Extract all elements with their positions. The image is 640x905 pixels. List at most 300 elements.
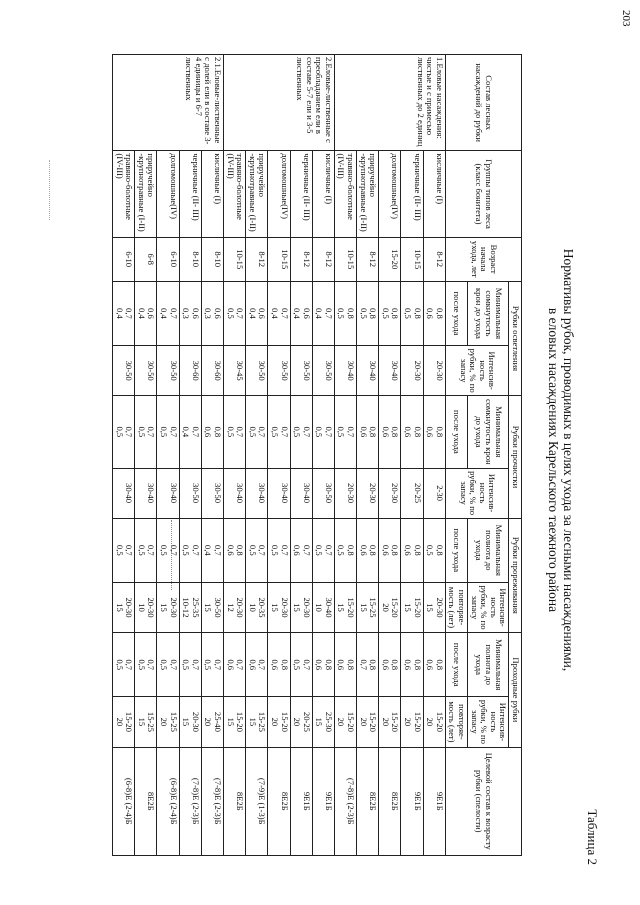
passage-density-cell-value: 0,8	[346, 659, 357, 671]
forest-type-cell: долгомошные(IV)	[379, 151, 401, 237]
cleaning-intensity-cell: 30-40	[157, 468, 179, 518]
clearing-intensity-cell: 30-40	[334, 346, 356, 396]
cleaning-closure-cell	[223, 396, 245, 468]
table-row	[135, 55, 157, 856]
cleaning-closure-cell-value: 0,5	[114, 426, 125, 438]
thinning-intensity-cell-value: 20-30	[168, 597, 179, 618]
thinning-intensity-cell-value: 15	[403, 603, 414, 612]
passage-density-cell	[312, 633, 334, 697]
passage-density-cell-value: 0,8	[368, 659, 379, 671]
clearing-intensity-cell: 30-40	[379, 346, 401, 396]
passage-intensity-cell-value: 15	[247, 717, 258, 727]
cleaning-intensity-cell: 30-40	[113, 468, 135, 518]
target-composition-cell: 8Е2Б	[223, 747, 245, 855]
thinning-intensity-cell	[268, 582, 290, 632]
clearing-closure-cell	[401, 281, 423, 345]
thinning-intensity-cell-value: 15-20	[346, 597, 357, 618]
cleaning-closure-cell-value: 0,5	[292, 426, 303, 438]
clearing-closure-cell	[312, 281, 334, 345]
passage-intensity-cell-value: 20	[114, 717, 125, 727]
passage-density-cell-value: 0,8	[279, 659, 290, 671]
cleaning-closure-cell-value: 0,7	[190, 426, 201, 438]
forest-type-cell: долгомошные(IV)	[157, 151, 179, 237]
cleaning-closure-cell	[157, 396, 179, 468]
passage-density-cell-value: 0,7	[257, 659, 268, 671]
passage-density-cell-value: 0,5	[159, 659, 169, 671]
cleaning-intensity-cell: 30-40	[135, 468, 157, 518]
thinning-intensity-cell-value: 20-30	[235, 597, 246, 618]
passage-density-cell	[135, 633, 157, 697]
passage-intensity-cell-value: 15-25	[146, 711, 157, 732]
header-cs-after: после ухода	[445, 396, 467, 468]
clearing-intensity-cell: 30-50	[157, 346, 179, 396]
cleaning-intensity-cell: 30-50	[201, 468, 223, 518]
thinning-density-cell	[157, 518, 179, 582]
thinning-intensity-cell	[334, 582, 356, 632]
age-cell: 8-12	[312, 237, 334, 281]
clearing-closure-cell-value: 0,4	[114, 308, 125, 319]
clearing-closure-cell-value: 0,5	[380, 308, 391, 319]
passage-intensity-cell	[157, 697, 179, 747]
forest-type-cell: кисличные (I)	[312, 151, 334, 237]
clearing-intensity-cell: 30-60	[179, 346, 201, 396]
clearing-closure-cell-value: 0,8	[434, 308, 445, 319]
thinning-intensity-cell-value: 12	[225, 603, 236, 612]
header-cl-closure: Минимальная сомкнутость крон до ухода	[468, 281, 509, 345]
thinning-intensity-cell-value: 30-50	[212, 597, 223, 618]
header-passage: Проходные рубки	[509, 633, 522, 747]
cleaning-closure-cell-value: 0,7	[124, 426, 135, 438]
thinning-density-cell-value: 0,7	[190, 544, 201, 556]
header-composition: Состав лесных насаждений до рубки	[445, 55, 521, 151]
table-row	[334, 55, 356, 856]
thinning-density-cell-value: 0,8	[235, 544, 246, 556]
scan-mark	[49, 160, 50, 220]
group-composition: 2.1.Еловые-лиственные с долей ели в составе 3-4 единицы и 6-7 лиственных	[113, 55, 224, 151]
forest-type-cell: приручейно -крупнотравные (I-II)	[135, 151, 157, 237]
table-row	[268, 55, 290, 856]
table-body	[113, 55, 446, 856]
cleaning-closure-cell-value: 0,5	[225, 426, 236, 438]
target-composition-cell: 8Е2Б	[379, 747, 401, 855]
passage-intensity-cell-value: 20	[336, 717, 347, 727]
thinning-density-cell-value: 0,7	[323, 544, 334, 556]
cleaning-closure-cell-value: 0,8	[212, 426, 223, 438]
header-pa-repeat: повторяе-мость (лет)	[445, 697, 467, 747]
passage-intensity-cell	[268, 697, 290, 747]
thinning-intensity-cell-value: 20-30	[301, 597, 312, 618]
cleaning-closure-cell	[357, 396, 379, 468]
cleaning-closure-cell-value: 0,6	[358, 426, 369, 438]
header-cs-intensity: Интенсив-ность рубки, % по запасу	[445, 468, 509, 518]
target-composition-cell: 9Е1Б	[423, 747, 445, 855]
cleaning-intensity-cell: 30-40	[290, 468, 312, 518]
passage-density-cell	[401, 633, 423, 697]
cleaning-closure-cell	[401, 396, 423, 468]
clearing-closure-cell	[268, 281, 290, 345]
table-row	[157, 55, 179, 856]
thinning-density-cell-value: 0,8	[346, 544, 357, 556]
header-cl-intensity: Интенсив-ность рубки, % по запасу	[445, 346, 509, 396]
passage-intensity-cell-value: 15-20	[124, 711, 135, 732]
passage-intensity-cell-value: 15	[225, 717, 236, 727]
clearing-closure-cell	[246, 281, 268, 345]
table-number: Таблица 2	[585, 809, 600, 865]
thinning-density-cell-value: 0,7	[212, 544, 223, 556]
clearing-closure-cell	[379, 281, 401, 345]
passage-intensity-cell-value: 20	[425, 717, 436, 727]
cleaning-closure-cell-value: 0,4	[181, 426, 192, 438]
thinning-density-cell-value: 0,7	[124, 544, 135, 556]
passage-density-cell-value: 0,8	[323, 659, 334, 671]
cleaning-closure-cell-value: 0,5	[314, 426, 325, 438]
thinning-density-cell-value: 0,6	[380, 544, 391, 556]
passage-density-cell-value: 0,7	[124, 659, 135, 671]
clearing-intensity-cell: 30-40	[357, 346, 379, 396]
clearing-closure-cell	[157, 281, 179, 345]
thinning-intensity-cell-value: 15	[425, 603, 436, 612]
passage-density-cell	[223, 633, 245, 697]
clearing-closure-cell	[290, 281, 312, 345]
passage-density-cell-value: 0,5	[114, 659, 125, 671]
header-thinning: Рубки прореживания	[509, 518, 522, 632]
table-row	[312, 55, 334, 856]
thinning-intensity-cell	[201, 582, 223, 632]
thinning-intensity-cell-value: 15	[269, 603, 280, 612]
cleaning-closure-cell-value: 0,8	[434, 426, 445, 438]
passage-density-cell	[268, 633, 290, 697]
thinning-intensity-cell	[379, 582, 401, 632]
thinning-density-cell	[290, 518, 312, 582]
clearing-closure-cell-value: 0,8	[368, 308, 379, 319]
thinning-density-cell-value: 0,8	[434, 544, 445, 556]
table-title	[546, 150, 576, 770]
passage-density-cell-value: 0,6	[314, 659, 325, 671]
age-cell: 6-8	[135, 237, 157, 281]
thinning-density-cell	[312, 518, 334, 582]
clearing-closure-cell-value: 0,4	[269, 308, 280, 319]
clearing-closure-cell-value: 0,7	[323, 308, 334, 319]
forest-type-cell: травяно-болотные (IV-III)	[113, 151, 135, 237]
passage-density-cell-value: 0,7	[235, 659, 246, 671]
passage-intensity-cell-value: 15	[136, 717, 147, 727]
clearing-intensity-cell: 30-60	[201, 346, 223, 396]
cleaning-intensity-cell: 30-50	[312, 468, 334, 518]
cleaning-closure-cell	[201, 396, 223, 468]
cleaning-closure-cell	[268, 396, 290, 468]
target-composition-cell: 8Е2Б	[268, 747, 290, 855]
clearing-closure-cell-value: 0,7	[168, 308, 179, 319]
passage-intensity-cell-value: 20-30	[190, 711, 201, 732]
cleaning-closure-cell-value: 0,5	[159, 426, 169, 438]
thinning-intensity-cell	[401, 582, 423, 632]
passage-intensity-cell	[423, 697, 445, 747]
thinning-intensity-cell-value: 20-35	[257, 597, 268, 618]
clearing-closure-cell-value: 0,8	[346, 308, 357, 319]
table-row	[179, 55, 201, 856]
thinning-intensity-cell	[312, 582, 334, 632]
thinning-density-cell-value: 0,7	[257, 544, 268, 556]
thinning-density-cell-value: 0,5	[114, 544, 125, 556]
passage-intensity-cell-value: 20	[292, 717, 303, 727]
cleaning-intensity-cell: 30-40	[268, 468, 290, 518]
table-row	[357, 55, 379, 856]
target-composition-cell: (7-8)Е (2-3)Б	[201, 747, 223, 855]
thinning-density-cell	[135, 518, 157, 582]
passage-intensity-cell	[201, 697, 223, 747]
passage-density-cell-value: 0,7	[212, 659, 223, 671]
cleaning-closure-cell	[423, 396, 445, 468]
thinning-intensity-cell-value: 10	[314, 603, 325, 612]
thinning-density-cell-value: 0,5	[181, 544, 192, 556]
header-th-after: после ухода	[445, 518, 467, 582]
table-row	[223, 55, 245, 856]
clearing-closure-cell-value: 0,3	[203, 308, 214, 319]
thinning-intensity-cell-value: 20-30	[146, 597, 157, 618]
thinning-intensity-cell-value: 15	[292, 603, 303, 612]
thinning-intensity-cell	[423, 582, 445, 632]
age-cell: 10-15	[268, 237, 290, 281]
passage-intensity-cell-value: 20-25	[301, 711, 312, 732]
clearing-closure-cell-value: 0,4	[292, 308, 303, 319]
target-composition-cell: (7-9)Е (1-3)Б	[246, 747, 268, 855]
group-composition: 2.Еловые-лиственные с преобладанием ели в составе 5-7 ели и 3-5 лиственных	[223, 55, 334, 151]
forest-type-cell: приручейно -крупнотравные (I-II)	[357, 151, 379, 237]
thinning-intensity-cell-value: 20-30	[124, 597, 135, 618]
thinning-density-cell	[113, 518, 135, 582]
age-cell: 8-12	[357, 237, 379, 281]
passage-density-cell-value: 0,6	[425, 659, 436, 671]
age-cell: 10-15	[223, 237, 245, 281]
cleaning-closure-cell-value: 0,8	[390, 426, 401, 438]
target-composition-cell: (6-8)Е (2-4)Б	[157, 747, 179, 855]
thinning-intensity-cell-value: 15	[114, 603, 125, 612]
clearing-closure-cell-value: 0,7	[235, 308, 246, 319]
forest-type-cell: травяно-болотные (IV-III)	[223, 151, 245, 237]
passage-density-cell-value: 0,6	[380, 659, 391, 671]
thinning-intensity-cell-value: 15-20	[412, 597, 423, 618]
thinning-density-cell-value: 0,8	[368, 544, 379, 556]
cleaning-closure-cell-value: 0,7	[168, 426, 179, 438]
passage-density-cell	[179, 633, 201, 697]
passage-density-cell	[246, 633, 268, 697]
cleaning-closure-cell-value: 0,7	[279, 426, 290, 438]
cleaning-closure-cell-value: 0,7	[323, 426, 334, 438]
thinning-density-cell-value: 0,5	[136, 544, 147, 556]
clearing-closure-cell-value: 0,4	[159, 308, 169, 319]
clearing-closure-cell	[423, 281, 445, 345]
clearing-closure-cell-value: 0,6	[190, 308, 201, 319]
title-line-1: Нормативы рубок, проводимых в целях ухода за лесными насаждениями,	[561, 248, 576, 672]
passage-intensity-cell-value: 15-20	[390, 711, 401, 732]
thinning-density-cell-value: 0,7	[146, 544, 157, 556]
header-pa-density: Минимальная полнота до ухода	[468, 633, 509, 697]
clearing-intensity-cell: 30-45	[223, 346, 245, 396]
header-age: Возраст начала ухода, лет	[445, 237, 521, 281]
cleaning-closure-cell-value: 0,7	[301, 426, 312, 438]
header-pa-after: после ухода	[445, 633, 467, 697]
target-composition-cell: (7-8)Е (2-3)Б	[179, 747, 201, 855]
age-cell: 8-10	[201, 237, 223, 281]
clearing-intensity-cell: 20-30	[423, 346, 445, 396]
thinning-intensity-cell	[290, 582, 312, 632]
forest-type-cell: кисличные (I)	[423, 151, 445, 237]
age-cell: 8-12	[290, 237, 312, 281]
thinning-intensity-cell-value: 10-12	[181, 597, 192, 618]
thinning-intensity-cell-value: 15-20	[390, 597, 401, 618]
thinning-intensity-cell-value: 15	[336, 603, 347, 612]
thinning-intensity-cell-value: 30-40	[323, 597, 334, 618]
table-row	[201, 55, 223, 856]
passage-intensity-cell	[179, 697, 201, 747]
clearing-intensity-cell: 30-50	[268, 346, 290, 396]
thinning-density-cell-value: 0,4	[203, 544, 214, 556]
passage-intensity-cell-value: 15-20	[412, 711, 423, 732]
clearing-closure-cell-value: 0,5	[336, 308, 347, 319]
cleaning-closure-cell-value: 0,7	[257, 426, 268, 438]
thinning-density-cell	[401, 518, 423, 582]
passage-intensity-cell-value: 15-20	[235, 711, 246, 732]
thinning-intensity-cell-value: 20-30	[434, 597, 445, 618]
passage-intensity-cell-value: 20	[269, 717, 280, 727]
scan-mark	[171, 520, 172, 590]
passage-density-cell-value: 0,7	[168, 659, 179, 671]
passage-intensity-cell-value: 15-20	[346, 711, 357, 732]
thinning-intensity-cell	[179, 582, 201, 632]
age-cell: 15-20	[379, 237, 401, 281]
clearing-closure-cell-value: 0,6	[257, 308, 268, 319]
passage-density-cell-value: 0,6	[225, 659, 236, 671]
thinning-density-cell	[379, 518, 401, 582]
passage-density-cell	[201, 633, 223, 697]
table-row	[423, 55, 445, 856]
passage-density-cell-value: 0,8	[390, 659, 401, 671]
clearing-closure-cell-value: 0,4	[247, 308, 258, 319]
clearing-closure-cell	[357, 281, 379, 345]
clearing-closure-cell-value: 0,8	[412, 308, 423, 319]
thinning-density-cell-value: 0,8	[390, 544, 401, 556]
forest-type-cell: кисличные (I)	[201, 151, 223, 237]
cleaning-closure-cell	[334, 396, 356, 468]
clearing-closure-cell-value: 0,6	[146, 308, 157, 319]
thinning-density-cell-value: 0,5	[247, 544, 258, 556]
passage-density-cell-value: 0,8	[434, 659, 445, 671]
passage-density-cell-value: 0,7	[358, 659, 369, 671]
passage-intensity-cell	[223, 697, 245, 747]
cleaning-closure-cell	[290, 396, 312, 468]
thinning-density-cell-value: 0,7	[279, 544, 290, 556]
clearing-intensity-cell: 30-50	[246, 346, 268, 396]
target-composition-cell: 8Е2Б	[357, 747, 379, 855]
clearing-closure-cell	[135, 281, 157, 345]
passage-intensity-cell-value: 15	[181, 717, 192, 727]
thinning-intensity-cell-value: 15	[159, 603, 169, 612]
clearing-closure-cell	[179, 281, 201, 345]
header-th-repeat: повторяе-мость (лет)	[445, 582, 467, 632]
passage-density-cell-value: 0,5	[136, 659, 147, 671]
thinning-density-cell	[357, 518, 379, 582]
target-composition-cell: (7-8)Е (2-3)Б	[334, 747, 356, 855]
cleaning-intensity-cell: 20-25	[401, 468, 423, 518]
thinning-density-cell-value: 0,6	[403, 544, 414, 556]
thinning-density-cell	[223, 518, 245, 582]
cleaning-intensity-cell: 20-30	[379, 468, 401, 518]
passage-density-cell-value: 0,5	[181, 659, 192, 671]
passage-density-cell	[379, 633, 401, 697]
passage-intensity-cell	[334, 697, 356, 747]
passage-density-cell	[357, 633, 379, 697]
thinning-density-cell	[423, 518, 445, 582]
target-composition-cell: 9Е1Б	[312, 747, 334, 855]
clearing-closure-cell-value: 0,5	[358, 308, 369, 319]
cleaning-closure-cell	[246, 396, 268, 468]
thinning-density-cell-value: 0,5	[425, 544, 436, 556]
thinning-density-cell-value: 0,5	[314, 544, 325, 556]
passage-intensity-cell-value: 20	[380, 717, 391, 727]
passage-intensity-cell-value: 15-20	[279, 711, 290, 732]
clearing-closure-cell	[223, 281, 245, 345]
table-header	[445, 55, 521, 856]
cleaning-closure-cell	[135, 396, 157, 468]
passage-intensity-cell	[312, 697, 334, 747]
thinning-intensity-cell-value: 10	[136, 603, 147, 612]
clearing-closure-cell-value: 0,5	[403, 308, 414, 319]
forest-type-cell: долгомошные(IV)	[268, 151, 290, 237]
age-cell: 6-10	[157, 237, 179, 281]
thinning-density-cell-value: 0,7	[301, 544, 312, 556]
target-composition-cell: 9Е1Б	[401, 747, 423, 855]
thinning-intensity-cell-value: 10	[247, 603, 258, 612]
thinning-density-cell-value: 0,8	[412, 544, 423, 556]
passage-density-cell-value: 0,7	[146, 659, 157, 671]
thinning-density-cell	[201, 518, 223, 582]
header-cl-after: после ухода	[445, 281, 467, 345]
forest-type-cell: черничные (II- III)	[179, 151, 201, 237]
cleaning-closure-cell-value: 0,6	[380, 426, 391, 438]
group-composition: 1.Еловые насаждения: чистые и с примесью лиственных до 2 единиц	[334, 55, 445, 151]
cleaning-closure-cell-value: 0,5	[269, 426, 280, 438]
table-row	[379, 55, 401, 856]
passage-intensity-cell-value: 15-25	[257, 711, 268, 732]
clearing-intensity-cell: 30-50	[290, 346, 312, 396]
thinning-intensity-cell-value: 20-30	[279, 597, 290, 618]
clearing-closure-cell-value: 0,7	[279, 308, 290, 319]
passage-density-cell	[157, 633, 179, 697]
age-cell: 8-10	[179, 237, 201, 281]
target-composition-cell: 9Е1Б	[290, 747, 312, 855]
header-target: Целевой состав к возрасту рубки (спелости)	[445, 747, 521, 855]
thinning-density-cell	[334, 518, 356, 582]
clearing-closure-cell-value: 0,6	[301, 308, 312, 319]
title-line-2: в еловых насаждениях Карельского таежного района	[546, 307, 561, 613]
clearing-closure-cell-value: 0,7	[124, 308, 135, 319]
age-cell: 8-12	[423, 237, 445, 281]
cleaning-closure-cell-value: 0,7	[346, 426, 357, 438]
passage-density-cell	[423, 633, 445, 697]
passage-intensity-cell-value: 15-20	[368, 711, 379, 732]
cleaning-closure-cell-value: 0,8	[368, 426, 379, 438]
passage-density-cell	[113, 633, 135, 697]
passage-density-cell-value: 0,7	[301, 659, 312, 671]
cleaning-closure-cell	[113, 396, 135, 468]
passage-intensity-cell	[246, 697, 268, 747]
table-row	[246, 55, 268, 856]
thinning-density-cell	[179, 518, 201, 582]
age-cell: 8-12	[246, 237, 268, 281]
header-clearing: Рубки осветления	[509, 281, 522, 395]
passage-intensity-cell-value: 15-25	[168, 711, 179, 732]
cleaning-intensity-cell: 20-30	[357, 468, 379, 518]
